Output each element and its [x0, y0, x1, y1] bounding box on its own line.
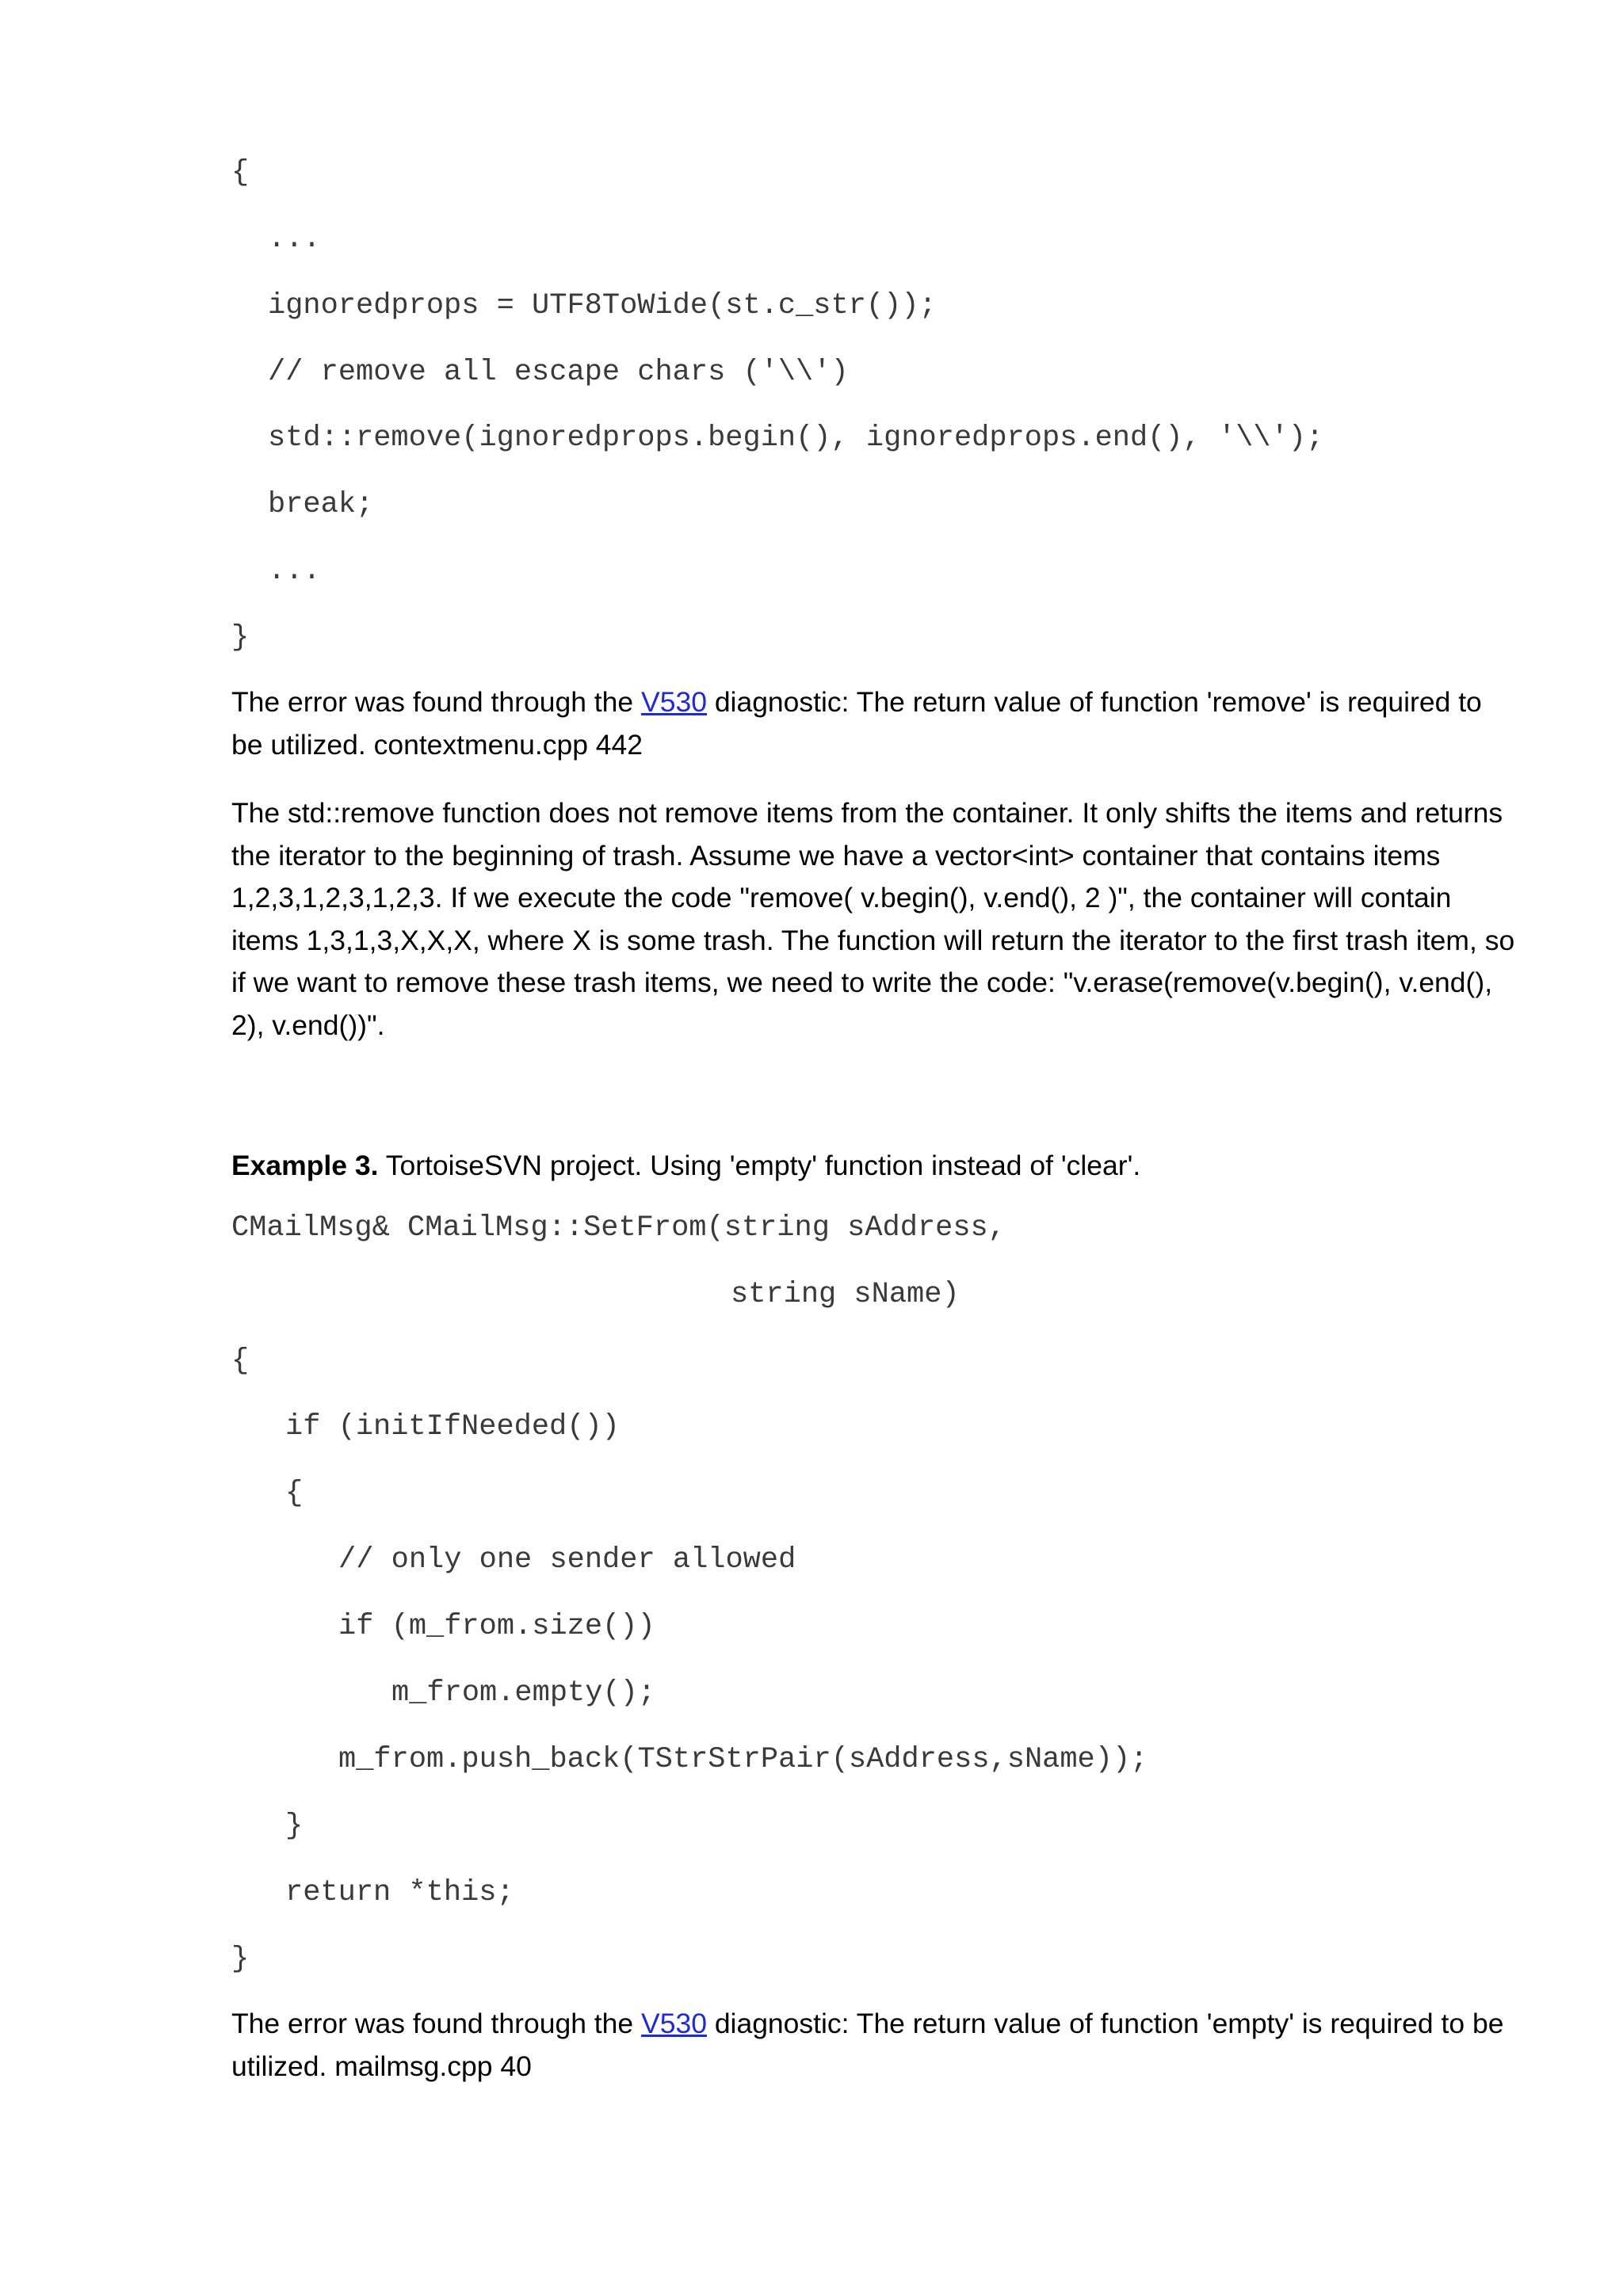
code-line: CMailMsg& CMailMsg::SetFrom(string sAddress, — [231, 1211, 1006, 1245]
explanation-paragraph: The std::remove function does not remove items from the container. It only shifts the items and returns the iterator to the beginning of trash. Assume we have a vector<int> container that contains items 1,2,3,1,2,3,1,2,3. If we execute the code "remove( v.begin(), v.end(), 2 )", the container will contain items 1,3,1,3,X,X,X, where X is some trash. The function will return the iterator to the first trash item, so if we want to remove these trash items, we need to write the code: "v.erase(remove(v.begin(), v.end(), 2), v.end())". — [231, 797, 1515, 1041]
code-line: string sName) — [731, 1278, 960, 1311]
paragraph-text: diagnostic: The return value of function 'remove' is required to be utilized. contextmenu.cpp 442 — [231, 686, 1482, 761]
code-line: if (m_from.size()) — [338, 1610, 655, 1643]
code-line: { — [231, 156, 250, 189]
code-line: ... — [268, 555, 321, 588]
v530-link[interactable]: V530 — [641, 686, 707, 718]
code-line: { — [285, 1477, 304, 1510]
code-line: } — [231, 1943, 250, 1976]
code-line: } — [285, 1810, 304, 1843]
example-3-heading — [231, 1145, 1515, 1188]
paragraph-text: The error was found through the — [231, 686, 642, 718]
code-line: m_from.empty(); — [391, 1676, 656, 1710]
code-line: std::remove(ignoredprops.begin(), ignoredprops.end(), '\\'); — [268, 421, 1324, 455]
paragraph-text: diagnostic: The return value of function 'empty' is required to be utilized. mailmsg.cpp 40 — [231, 2008, 1504, 2082]
code-line: { — [231, 1344, 250, 1378]
example-label: Example 3. — [231, 1150, 379, 1181]
code-line: // only one sender allowed — [338, 1543, 796, 1577]
v530-link[interactable]: V530 — [641, 2008, 707, 2039]
code-line: break; — [268, 488, 374, 521]
diagnostic-paragraph-1 — [231, 681, 1515, 766]
code-line: ignoredprops = UTF8ToWide(st.c_str()); — [268, 289, 937, 322]
code-line: m_from.push_back(TStrStrPair(sAddress,sName)); — [338, 1743, 1148, 1776]
code-line: // remove all escape chars ('\\') — [268, 356, 849, 389]
code-line: ... — [268, 223, 321, 256]
example-description: TortoiseSVN project. Using 'empty' function instead of 'clear'. — [378, 1150, 1141, 1181]
code-line: } — [231, 621, 250, 654]
paragraph-text: The error was found through the — [231, 2008, 642, 2039]
code-line: return *this; — [285, 1876, 514, 1909]
code-line: if (initIfNeeded()) — [285, 1410, 620, 1444]
diagnostic-paragraph-2 — [231, 2003, 1515, 2088]
